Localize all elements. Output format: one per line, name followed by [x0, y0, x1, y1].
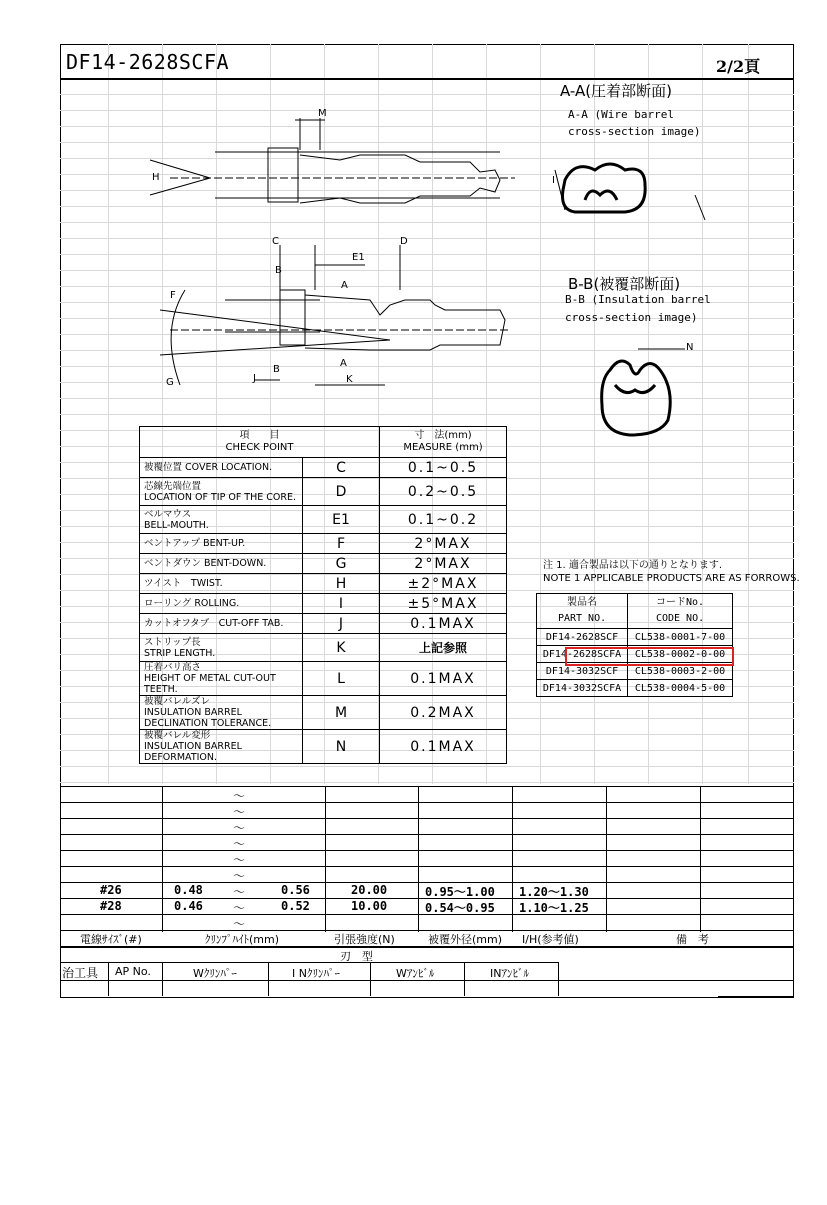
spec-measure: ±5°MAX — [380, 594, 507, 614]
section-b-sub1: B-B (Insulation barrel — [565, 293, 711, 306]
tool-hline — [60, 962, 558, 963]
spec-measure: 0.1MAX — [380, 614, 507, 634]
dim-a-bottom: A — [340, 358, 347, 369]
spec-measure: 0.1MAX — [380, 662, 507, 696]
highlighted-part-row — [565, 647, 734, 666]
title-divider — [60, 78, 794, 80]
section-b-title: B-B(被覆部断面) — [568, 275, 681, 293]
crimp-vline — [325, 786, 326, 932]
crimp-vline — [512, 786, 513, 932]
corner-line — [718, 996, 794, 998]
tilde: ～ — [233, 917, 246, 931]
label-ap-no: AP No. — [115, 965, 151, 978]
label-jig: 治工具 — [62, 966, 99, 980]
crimp-cell-size: #26 — [100, 883, 122, 897]
label-wire-size: 電線ｻｲｽﾞ(#) — [80, 933, 142, 946]
crimp-cell-ih: 1.10～1.25 — [519, 901, 589, 915]
note-en: NOTE 1 APPLICABLE PRODUCTS ARE AS FORROWS. — [543, 573, 800, 584]
parts-head-code: コードNo. CODE NO. — [628, 594, 733, 629]
spec-item: 被覆位置 COVER LOCATION. — [140, 458, 303, 478]
spec-measure: 2°MAX — [380, 534, 507, 554]
spec-row — [140, 634, 507, 662]
tool-vline — [108, 962, 109, 996]
crimp-cell-od: 0.54～0.95 — [425, 901, 495, 915]
terminal-drawing — [140, 100, 540, 400]
dim-e1: E1 — [352, 252, 365, 263]
spec-row — [140, 506, 507, 534]
spec-code: C — [303, 458, 380, 478]
spec-measure: 0.1~0.5 — [380, 458, 507, 478]
spec-head-item: 項 目 CHECK POINT — [140, 427, 380, 458]
crimp-vline — [700, 786, 701, 932]
crimp-vline — [418, 786, 419, 932]
tilde: ～ — [233, 805, 246, 819]
spec-item: カットオフタブ CUT-OFF TAB. — [140, 614, 303, 634]
grid-hline — [60, 782, 794, 783]
part-number: DF14-3032SCF — [537, 663, 628, 680]
section-a-sub2: cross-section image) — [568, 125, 701, 138]
dim-c: C — [272, 236, 279, 247]
note-jp: 注 1. 適合製品は以下の通りとなります. — [543, 560, 723, 571]
tilde: ～ — [233, 853, 246, 867]
tilde: ～ — [233, 821, 246, 835]
crimp-cell-od: 0.95～1.00 — [425, 885, 495, 899]
part-number: DF14-2628SCF — [537, 629, 628, 646]
spec-measure: 2°MAX — [380, 554, 507, 574]
grid-vline — [108, 44, 109, 784]
spec-code: M — [303, 696, 380, 730]
crimp-hline — [60, 802, 794, 803]
crimp-cell-max: 0.52 — [281, 899, 310, 913]
crimp-hline — [60, 786, 794, 787]
spec-measure: 0.2MAX — [380, 696, 507, 730]
dim-n: N — [686, 342, 694, 353]
spec-code: D — [303, 478, 380, 506]
check-point-table — [139, 426, 507, 764]
parts-table — [536, 593, 733, 697]
crimp-cell-min: 0.46 — [174, 899, 203, 913]
spec-item: ベルマウス BELL-MOUTH. — [140, 506, 303, 534]
crimp-cell-ih: 1.20～1.30 — [519, 885, 589, 899]
spec-row — [140, 614, 507, 634]
tilde: ～ — [233, 885, 246, 899]
spec-code: E1 — [303, 506, 380, 534]
label-in-anvil: INｱﾝﾋﾞﾙ — [490, 967, 529, 980]
spec-measure: 上記参照 — [380, 634, 507, 662]
crimp-cell-tensile: 10.00 — [351, 899, 388, 913]
parts-head-part: 製品名 PART NO. — [537, 594, 628, 629]
spec-item: ツイスト TWIST. — [140, 574, 303, 594]
crimp-vline — [60, 786, 61, 932]
dim-k: K — [346, 374, 353, 385]
label-in-crimper: I Nｸﾘﾝﾊﾟｰ — [292, 967, 340, 980]
dim-h: H — [152, 172, 160, 183]
parts-row — [537, 629, 733, 646]
spec-measure: 0.2~0.5 — [380, 478, 507, 506]
part-number: DF14-2628SCFA — [537, 646, 628, 663]
code-number: CL538-0001-7-00 — [628, 629, 733, 646]
spec-row — [140, 534, 507, 554]
tilde: ～ — [233, 837, 246, 851]
label-w-crimper: Wｸﾘﾝﾊﾟｰ — [193, 967, 237, 980]
spec-row — [140, 730, 507, 764]
part-number: DF14-3032SCFA — [537, 680, 628, 697]
code-number: CL538-0003-2-00 — [628, 663, 733, 680]
tool-vline — [464, 962, 465, 996]
crimp-hline — [60, 818, 794, 819]
tool-vline — [162, 962, 163, 996]
dim-f: F — [170, 290, 176, 301]
grid-hline — [60, 766, 794, 767]
spec-row — [140, 574, 507, 594]
dim-j: J — [253, 373, 256, 384]
dim-i: I — [552, 175, 555, 186]
grid-vline — [748, 44, 749, 784]
crimp-cell-tensile: 20.00 — [351, 883, 388, 897]
dim-a-top: A — [341, 280, 348, 291]
spec-row — [140, 696, 507, 730]
spec-item: 被覆バレルズレ INSULATION BARREL DECLINATION TOLERANCE. — [140, 696, 303, 730]
tool-vline — [268, 962, 269, 996]
label-crimp-height: ｸﾘﾝﾌﾟﾊｲﾄ(mm) — [205, 933, 280, 946]
spec-code: K — [303, 634, 380, 662]
code-number: CL538-0004-5-00 — [628, 680, 733, 697]
label-remarks: 備 考 — [676, 933, 709, 946]
crimp-cell-min: 0.48 — [174, 883, 203, 897]
code-number: CL538-0002-0-00 — [628, 646, 733, 663]
label-tensile: 引張強度(N) — [334, 933, 395, 946]
section-b-sub2: cross-section image) — [565, 311, 698, 324]
section-a-sub1: A-A (Wire barrel — [568, 108, 674, 121]
tool-vline — [370, 962, 371, 996]
spec-item: 圧着バリ高さ HEIGHT OF METAL CUT-OUT TEETH. — [140, 662, 303, 696]
spec-measure: ±2°MAX — [380, 574, 507, 594]
section-a-title: A-A(圧着部断面) — [560, 82, 672, 100]
spec-code: N — [303, 730, 380, 764]
crimp-cell-max: 0.56 — [281, 883, 310, 897]
grid-hline — [60, 94, 794, 95]
spec-code: L — [303, 662, 380, 696]
spec-row — [140, 458, 507, 478]
spec-code: I — [303, 594, 380, 614]
spec-item: ローリング ROLLING. — [140, 594, 303, 614]
dim-g: G — [166, 377, 174, 388]
page-number: 2/2頁 — [716, 57, 761, 76]
dim-d: D — [400, 236, 408, 247]
crimp-vline — [162, 786, 163, 932]
spec-measure: 0.1~0.2 — [380, 506, 507, 534]
spec-code: G — [303, 554, 380, 574]
spec-row — [140, 594, 507, 614]
dim-b-bottom: B — [273, 364, 280, 375]
spec-code: J — [303, 614, 380, 634]
spec-item: 芯線先端位置 LOCATION OF TIP OF THE CORE. — [140, 478, 303, 506]
spec-item: ベントダウン BENT-DOWN. — [140, 554, 303, 574]
spec-code: H — [303, 574, 380, 594]
applicable-note — [543, 559, 800, 585]
crimp-vline — [606, 786, 607, 932]
crimp-hline — [60, 866, 794, 867]
spec-row — [140, 478, 507, 506]
tilde: ～ — [233, 901, 246, 915]
crimp-cell-size: #28 — [100, 899, 122, 913]
spec-code: F — [303, 534, 380, 554]
label-outer-diameter: 被覆外径(mm) — [428, 933, 503, 946]
tilde: ～ — [233, 789, 246, 803]
spec-row — [140, 554, 507, 574]
label-w-anvil: Wｱﾝﾋﾞﾙ — [396, 967, 435, 980]
dim-b-top: B — [275, 265, 282, 276]
tilde: ～ — [233, 869, 246, 883]
label-ih: I/H(参考値) — [522, 933, 579, 946]
crimp-hline — [60, 850, 794, 851]
page-title: DF14-2628SCFA — [66, 50, 230, 74]
spec-row — [140, 662, 507, 696]
crimp-hline — [60, 834, 794, 835]
spec-item: ストリップ長 STRIP LENGTH. — [140, 634, 303, 662]
tool-vline — [558, 962, 559, 996]
spec-measure: 0.1MAX — [380, 730, 507, 764]
wire-barrel-section — [545, 150, 725, 230]
spec-item: 被覆バレル変形 INSULATION BARREL DEFORMATION. — [140, 730, 303, 764]
spec-head-measure: 寸 法(mm) MEASURE (mm) — [380, 427, 507, 458]
parts-row — [537, 680, 733, 697]
spec-item: ベントアップ BENT-UP. — [140, 534, 303, 554]
label-blade: 刃 型 — [340, 950, 373, 963]
dim-m: M — [318, 108, 327, 119]
